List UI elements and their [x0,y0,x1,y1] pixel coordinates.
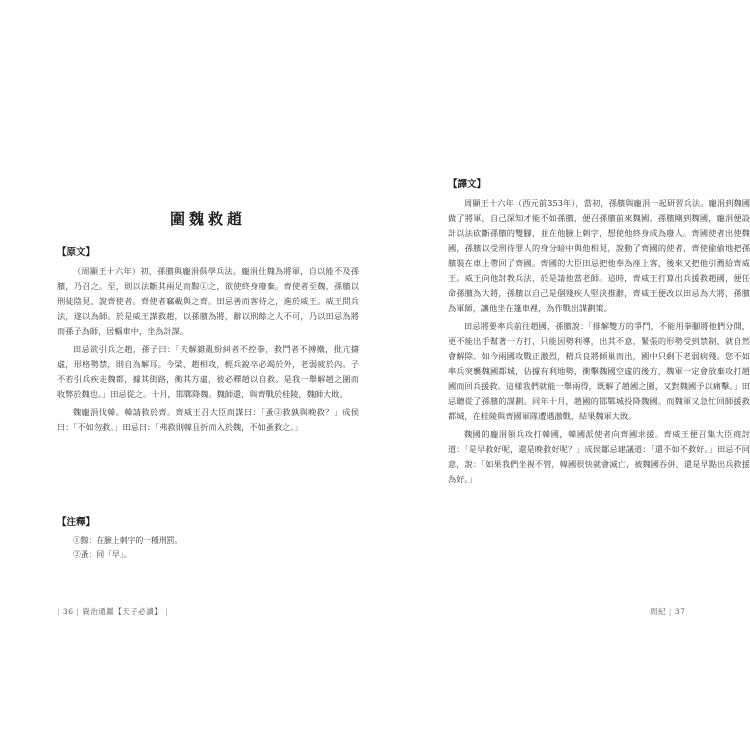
right-footer: 周紀 | 37 [650,607,686,616]
left-footer: | 36 | 資治通鑑【天子必讀】 | [57,607,169,616]
original-paragraph-3: 魏龐涓伐韓。韓請救於齊。齊威王召大臣而謀曰：「蚤②救孰與晚救？」成侯曰：「不如勿救。」田忌曰：「弗救則韓且折而入於魏，不如蚤救之。」 [57,407,359,432]
translation-paragraph-3: 魏國的龐涓領兵攻打韓國，韓國派使者向齊國求援。齊威王便召集大臣商討道：「是早救好呢，還是晚救好呢？」成侯鄒忌建議道：「還不如不救好。」田忌不同意，說：「如果我們坐視不管，韓國很快就會滅亡，被魏國吞併，還是早點出兵救援為好。」 [448,429,750,484]
left-page [57,150,359,620]
original-paragraph-1: （周顯王十六年）初，孫臏與龐涓俱學兵法。龐涓仕魏為將軍，自以能不及孫臏，乃召之。至，則以法斷其兩足而黥①之，欲使終身廢棄。齊使者至魏，孫臏以刑徒陰見，說齊使者。齊使者竊載與之齊。田忌善而客待之，進於威王。威王問兵法，遂以為師。於是威王謀救趙，以孫臏為將，辭以刑餘之人不可，乃以田忌為將而孫子為師，居輜車中，坐為計謀。 [57,266,359,336]
original-paragraph-2: 田忌欲引兵之趙，孫子曰：「夫解雜亂紛糾者不控拳，救鬥者不搏撠，批亢擣虛，形格勢禁，則自為解耳。今梁、趙相攻，輕兵銳卒必竭於外，老弱疲於內。子不若引兵疾走魏都，據其街路，衝其方虛，彼必釋趙以自救。是我一舉解趙之圍而收弊於魏也。」田忌從之。十月，邯鄲降魏。魏師還，與齊戰於桂陵，魏師大敗。 [57,344,359,399]
note-1: ①黥：在臉上刺字的一種刑罰。 [73,536,183,545]
note-2: ②蚤：同「早」。 [73,550,132,559]
translation-section [448,176,750,490]
right-page-number: 37 [674,607,686,616]
translation-heading: 【譯文】 [448,179,487,190]
chapter-title: 圍魏救趙 [169,210,246,228]
notes-section [57,514,359,562]
section-footer: 周紀 [650,607,666,616]
translation-paragraph-2: 田忌將要率兵前往趙國，孫臏說：「排解雙方的爭鬥，不能用拳腳將他們分開，更不能出手幫著一方打，只能因勢利導，出其不意，緊張的形勢受到禁制，就自然會解除。如今兩國攻戰正激烈，精兵良將傾巢而出，國中只剩下老弱病殘。您不如率兵突襲魏國都城，佔據有利地勢，衝擊魏國空虛的後方，魏軍一定會放棄攻打趙國而回兵援救。這樣我們就能一舉兩得，既解了趙國之圍，又對魏國予以痛擊。」田忌聽從了孫臏的謀劃。同年十月，趙國的邯鄲城投降魏國。而魏軍又急忙回師援救都城，在桂陵與齊國軍隊遭遇激戰，結果魏軍大敗。 [448,321,750,421]
original-section [57,244,359,438]
notes-heading: 【注釋】 [57,517,96,528]
right-page [448,176,750,646]
book-title-footer: 資治通鑑【天子必讀】 [82,607,163,616]
left-page-number: 36 [62,607,74,616]
original-heading: 【原文】 [57,247,96,258]
translation-paragraph-1: 周顯王十六年（西元前353年），當初，孫臏與龐涓一起研習兵法。龐涓到魏國做了將軍，自己深知才能不如孫臏，便召孫臏前來魏國。孫臏剛到魏國，龐涓便設計以法砍斷孫臏的雙腳，並在他臉上刺字，想使他終身成為廢人。齊國使者出使魏國，孫臏以受刑待罪人的身分暗中與他相見，說動了齊國的使者，齊使偷偷地把孫臏裝在車上帶回了齊國。齊國的大臣田忌把他奉為座上客，後來又把他引薦給齊威王。威王向他討教兵法，於是請他當老師。這時，齊威王打算出兵援救趙國，便任命孫臏為大將，孫臏以自己是個殘疾人堅決推辭，齊威王便改以田忌為大將，孫臏為軍師，讓他坐在篷車裡，為作戰出謀劃策。 [448,198,750,313]
